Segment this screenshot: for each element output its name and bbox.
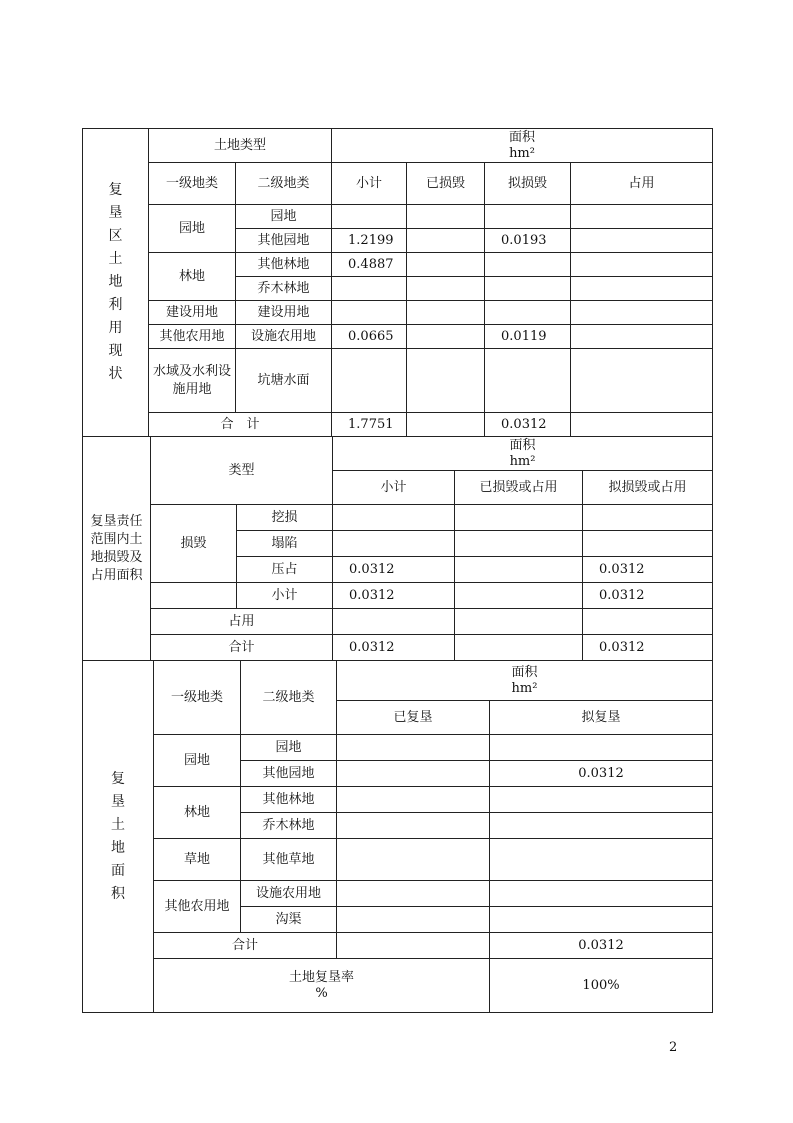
- to-damage-cell: [485, 253, 571, 277]
- damage-type: 挖损: [237, 505, 333, 531]
- secondary-category: 乔木林地: [241, 813, 337, 839]
- secondary-category: 沟渠: [241, 907, 337, 933]
- col-subtotal: 小计: [332, 163, 407, 205]
- total-label: 合计: [154, 933, 337, 959]
- col-to-damage-or-occupy: 拟损毁或占用: [583, 471, 713, 505]
- table-row: [83, 205, 713, 229]
- reclaimed-cell: [337, 881, 490, 907]
- reclaimed-cell: [337, 787, 490, 813]
- subtotal-cell: [332, 205, 407, 229]
- reclaimed-cell: [337, 839, 490, 881]
- table-row: [83, 301, 713, 325]
- col-subtotal: 小计: [333, 471, 455, 505]
- table-row: [83, 787, 713, 813]
- header-area: 面积 hm²: [337, 661, 713, 701]
- table-row: [83, 253, 713, 277]
- table-row: [83, 735, 713, 761]
- col-to-damage: 拟损毁: [485, 163, 571, 205]
- primary-category: 水域及水利设施用地: [149, 349, 236, 413]
- secondary-category: 其他园地: [241, 761, 337, 787]
- to-damage-cell: 0.0193: [485, 229, 571, 253]
- table-row: [83, 349, 713, 413]
- reclamation-rate-label: [154, 959, 490, 1013]
- total-damaged: [407, 413, 485, 437]
- damaged-cell: [455, 531, 583, 557]
- occupied-subtotal: [333, 609, 455, 635]
- table-row: [83, 413, 713, 437]
- damage-type: 压占: [237, 557, 333, 583]
- col-occupied: 占用: [571, 163, 713, 205]
- secondary-category: 其他林地: [241, 787, 337, 813]
- secondary-category: 其他园地: [236, 229, 332, 253]
- table-row: [83, 959, 713, 1013]
- subtotal-cell: 1.2199: [332, 229, 407, 253]
- total-occupied: [571, 413, 713, 437]
- occupied-cell: [571, 253, 713, 277]
- col-damaged-or-occupied: 已损毁或占用: [455, 471, 583, 505]
- secondary-category: 坑塘水面: [236, 349, 332, 413]
- reclaimed-cell: [337, 735, 490, 761]
- subtotal-cell: [333, 505, 455, 531]
- damaged-cell: [455, 557, 583, 583]
- section-label-current-use: 复 垦 区 土 地 利 用 现 状: [83, 129, 149, 437]
- col-to-reclaim: 拟复垦: [490, 701, 713, 735]
- to-damage-cell: [485, 349, 571, 413]
- reclaimed-area-table: [82, 660, 713, 1013]
- subtotal-cell: [333, 531, 455, 557]
- total-subtotal: 0.0312: [333, 635, 455, 661]
- subtotal-cell: [332, 277, 407, 301]
- to-reclaim-cell: [490, 813, 713, 839]
- subtotal-cell: 0.4887: [332, 253, 407, 277]
- table-row: [83, 635, 713, 661]
- subtotal-cell: 0.0665: [332, 325, 407, 349]
- occupied-cell: [571, 301, 713, 325]
- subtotal-cell: [332, 301, 407, 325]
- damage-label: 损毁: [151, 505, 237, 583]
- col-secondary: 二级地类: [241, 661, 337, 735]
- total-to-damage: 0.0312: [485, 413, 571, 437]
- secondary-category: 园地: [236, 205, 332, 229]
- col-primary: 一级地类: [154, 661, 241, 735]
- header-type: 类型: [151, 437, 333, 505]
- secondary-category: 其他草地: [241, 839, 337, 881]
- col-secondary: 二级地类: [236, 163, 332, 205]
- damaged-cell: [407, 277, 485, 301]
- primary-category: 林地: [149, 253, 236, 301]
- occupied-cell: [571, 325, 713, 349]
- total-label: 合计: [151, 635, 333, 661]
- damaged-cell: [407, 205, 485, 229]
- primary-category: 其他农用地: [149, 325, 236, 349]
- to-damage-cell: 0.0119: [485, 325, 571, 349]
- secondary-category: 园地: [241, 735, 337, 761]
- land-reclamation-sheet: [82, 128, 712, 1013]
- total-subtotal: 1.7751: [332, 413, 407, 437]
- to-reclaim-cell: [490, 907, 713, 933]
- to-reclaim-cell: [490, 839, 713, 881]
- reclaimed-cell: [337, 813, 490, 839]
- section-label-damage: 复垦责任 范围内土 地损毁及 占用面积: [83, 437, 151, 661]
- primary-category: 建设用地: [149, 301, 236, 325]
- occupied-cell: [571, 277, 713, 301]
- damage-label-spacer: [151, 583, 237, 609]
- header-area: 面积 hm²: [333, 437, 713, 471]
- reclaimed-cell: [337, 907, 490, 933]
- primary-category: 园地: [154, 735, 241, 787]
- damaged-cell: [455, 505, 583, 531]
- secondary-category: 设施农用地: [236, 325, 332, 349]
- occupied-cell: [571, 205, 713, 229]
- total-reclaimed: [337, 933, 490, 959]
- damaged-cell: [407, 301, 485, 325]
- primary-category: 林地: [154, 787, 241, 839]
- damaged-cell: [407, 349, 485, 413]
- damage-occupation-table: [82, 436, 713, 661]
- page-number: 2: [669, 1040, 678, 1055]
- total-label: 合 计: [149, 413, 332, 437]
- col-reclaimed: 已复垦: [337, 701, 490, 735]
- secondary-category: 设施农用地: [241, 881, 337, 907]
- to-damage-cell: 0.0312: [583, 583, 713, 609]
- to-reclaim-cell: [490, 881, 713, 907]
- occupied-cell: [571, 349, 713, 413]
- table-row: [83, 325, 713, 349]
- rate-unit: %: [315, 985, 328, 1001]
- table-row: [83, 839, 713, 881]
- primary-category: 其他农用地: [154, 881, 241, 933]
- current-land-use-table: [82, 128, 713, 437]
- header-area: 面积 hm²: [332, 129, 713, 163]
- reclamation-rate-value: 100%: [490, 959, 713, 1013]
- secondary-category: 其他林地: [236, 253, 332, 277]
- primary-category: 草地: [154, 839, 241, 881]
- rate-label-text: 土地复垦率: [288, 969, 354, 985]
- subtotal-cell: [332, 349, 407, 413]
- subtotal-cell: 0.0312: [333, 583, 455, 609]
- occupied-damaged: [455, 609, 583, 635]
- damaged-cell: [407, 229, 485, 253]
- col-damaged: 已损毁: [407, 163, 485, 205]
- total-damaged: [455, 635, 583, 661]
- occupied-cell: [571, 229, 713, 253]
- to-reclaim-cell: [490, 787, 713, 813]
- to-damage-cell: 0.0312: [583, 557, 713, 583]
- damaged-cell: [455, 583, 583, 609]
- occupied-label: 占用: [151, 609, 333, 635]
- table-row: [83, 933, 713, 959]
- damaged-cell: [407, 253, 485, 277]
- col-primary: 一级地类: [149, 163, 236, 205]
- total-to-damage: 0.0312: [583, 635, 713, 661]
- secondary-category: 乔木林地: [236, 277, 332, 301]
- occupied-to-damage: [583, 609, 713, 635]
- to-damage-cell: [583, 531, 713, 557]
- subtotal-cell: 0.0312: [333, 557, 455, 583]
- section-label-reclaimed: 复 垦 土 地 面 积: [83, 661, 154, 1013]
- primary-category: 园地: [149, 205, 236, 253]
- table-row: [83, 583, 713, 609]
- to-damage-cell: [583, 505, 713, 531]
- to-damage-cell: [485, 277, 571, 301]
- damage-type: 小计: [237, 583, 333, 609]
- table-row: [83, 881, 713, 907]
- to-damage-cell: [485, 205, 571, 229]
- secondary-category: 建设用地: [236, 301, 332, 325]
- damaged-cell: [407, 325, 485, 349]
- table-row: [83, 609, 713, 635]
- to-reclaim-cell: [490, 735, 713, 761]
- reclaimed-cell: [337, 761, 490, 787]
- table-row: [83, 505, 713, 531]
- total-to-reclaim: 0.0312: [490, 933, 713, 959]
- to-damage-cell: [485, 301, 571, 325]
- damage-type: 塌陷: [237, 531, 333, 557]
- to-reclaim-cell: 0.0312: [490, 761, 713, 787]
- header-land-type: 土地类型: [149, 129, 332, 163]
